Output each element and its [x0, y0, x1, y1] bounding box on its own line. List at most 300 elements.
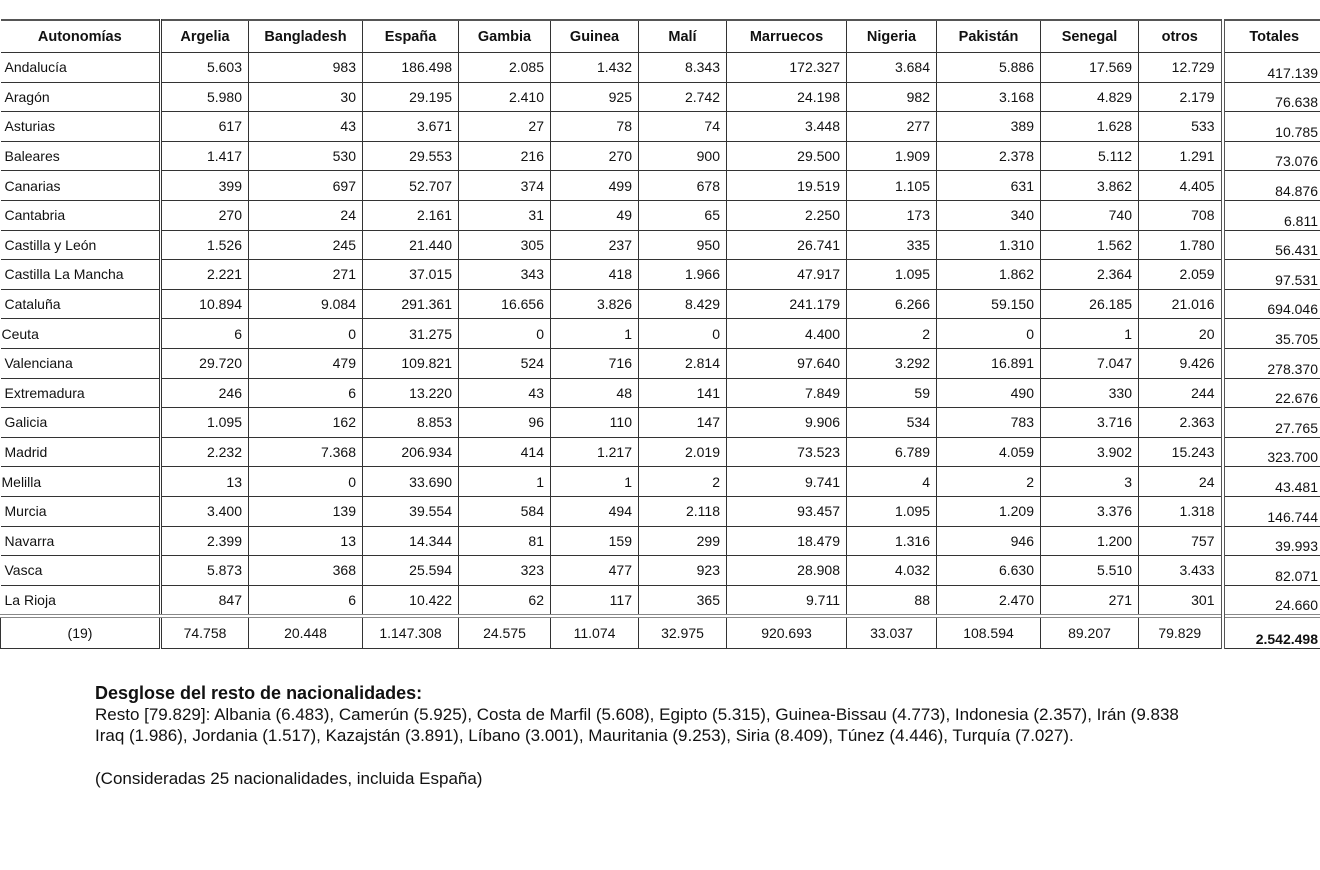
table-row — [1, 200, 1320, 230]
table-cell: 9.741 — [727, 467, 847, 497]
table-cell: 17.569 — [1041, 53, 1139, 83]
table-cell: 1.095 — [847, 496, 937, 526]
table-cell: 24.198 — [727, 82, 847, 112]
table-cell: 43 — [459, 378, 551, 408]
table-cell: 32.975 — [639, 616, 727, 649]
table-cell: 20 — [1139, 319, 1223, 349]
table-row — [1, 289, 1320, 319]
table-cell: 4.032 — [847, 556, 937, 586]
table-cell: 65 — [639, 200, 727, 230]
table-cell: 0 — [937, 319, 1041, 349]
table-cell: 299 — [639, 526, 727, 556]
table-cell: 7.849 — [727, 378, 847, 408]
table-cell: 30 — [249, 82, 363, 112]
table-cell: 365 — [639, 585, 727, 616]
table-cell: 59.150 — [937, 289, 1041, 319]
row-total-cell: 146.744 — [1223, 496, 1320, 526]
table-cell: 89.207 — [1041, 616, 1139, 649]
table-row — [1, 112, 1320, 142]
table-cell: 524 — [459, 348, 551, 378]
table-cell: 2.221 — [161, 260, 249, 290]
region-cell: Castilla y León — [1, 230, 161, 260]
table-cell: 3 — [1041, 467, 1139, 497]
table-cell: 631 — [937, 171, 1041, 201]
table-cell: 271 — [1041, 585, 1139, 616]
table-cell: 1.862 — [937, 260, 1041, 290]
table-cell: 2 — [639, 467, 727, 497]
table-cell: 18.479 — [727, 526, 847, 556]
table-cell: 399 — [161, 171, 249, 201]
table-cell: 13.220 — [363, 378, 459, 408]
table-cell: 946 — [937, 526, 1041, 556]
row-total-cell: 82.071 — [1223, 556, 1320, 586]
table-cell: 206.934 — [363, 437, 459, 467]
table-cell: 216 — [459, 141, 551, 171]
table-cell: 3.168 — [937, 82, 1041, 112]
table-cell: 277 — [847, 112, 937, 142]
table-cell: 74 — [639, 112, 727, 142]
table-cell: 6 — [249, 378, 363, 408]
table-cell: 37.015 — [363, 260, 459, 290]
table-cell: 147 — [639, 408, 727, 438]
table-cell: 2.118 — [639, 496, 727, 526]
row-total-cell: 97.531 — [1223, 260, 1320, 290]
table-cell: 983 — [249, 53, 363, 83]
table-cell: 24 — [249, 200, 363, 230]
table-cell: 7.047 — [1041, 348, 1139, 378]
table-cell: 139 — [249, 496, 363, 526]
column-header: Senegal — [1041, 20, 1139, 53]
column-header: Totales — [1223, 20, 1320, 53]
table-cell: 10.422 — [363, 585, 459, 616]
table-cell: 33.037 — [847, 616, 937, 649]
table-cell: 617 — [161, 112, 249, 142]
table-cell: 3.400 — [161, 496, 249, 526]
table-cell: 2.378 — [937, 141, 1041, 171]
table-cell: 6.630 — [937, 556, 1041, 586]
notes-footnote: (Consideradas 25 nacionalidades, incluida España) — [95, 769, 483, 788]
table-cell: 49 — [551, 200, 639, 230]
table-cell: 1 — [1041, 319, 1139, 349]
table-cell: 950 — [639, 230, 727, 260]
table-cell: 81 — [459, 526, 551, 556]
table-cell: 5.112 — [1041, 141, 1139, 171]
table-cell: 2.399 — [161, 526, 249, 556]
table-cell: 14.344 — [363, 526, 459, 556]
table-cell: 2 — [847, 319, 937, 349]
table-cell: 340 — [937, 200, 1041, 230]
column-header: Pakistán — [937, 20, 1041, 53]
table-cell: 584 — [459, 496, 551, 526]
table-cell: 73.523 — [727, 437, 847, 467]
table-cell: 6 — [249, 585, 363, 616]
table-cell: 3.448 — [727, 112, 847, 142]
table-cell: 305 — [459, 230, 551, 260]
table-cell: 1.105 — [847, 171, 937, 201]
table-cell: 48 — [551, 378, 639, 408]
row-total-cell: 76.638 — [1223, 82, 1320, 112]
table-cell: 2.161 — [363, 200, 459, 230]
table-cell: 16.891 — [937, 348, 1041, 378]
table-cell: 6.789 — [847, 437, 937, 467]
data-table — [0, 19, 1320, 649]
table-cell: 12.729 — [1139, 53, 1223, 83]
region-cell: Ceuta — [1, 319, 161, 349]
row-total-cell: 35.705 — [1223, 319, 1320, 349]
row-total-cell: 84.876 — [1223, 171, 1320, 201]
table-cell: 11.074 — [551, 616, 639, 649]
column-header: otros — [1139, 20, 1223, 53]
table-cell: 1.095 — [847, 260, 937, 290]
row-total-cell: 6.811 — [1223, 200, 1320, 230]
table-cell: 5.980 — [161, 82, 249, 112]
table-cell: 3.684 — [847, 53, 937, 83]
table-cell: 5.510 — [1041, 556, 1139, 586]
row-total-cell: 10.785 — [1223, 112, 1320, 142]
table-cell: 59 — [847, 378, 937, 408]
table-cell: 678 — [639, 171, 727, 201]
table-cell: 1.628 — [1041, 112, 1139, 142]
column-header: Nigeria — [847, 20, 937, 53]
table-cell: 29.720 — [161, 348, 249, 378]
table-cell: 368 — [249, 556, 363, 586]
table-cell: 1.217 — [551, 437, 639, 467]
table-cell: 93.457 — [727, 496, 847, 526]
table-cell: 2.059 — [1139, 260, 1223, 290]
table-cell: 33.690 — [363, 467, 459, 497]
table-cell: 7.368 — [249, 437, 363, 467]
table-cell: 78 — [551, 112, 639, 142]
table-cell: 10.894 — [161, 289, 249, 319]
row-total-cell: 22.676 — [1223, 378, 1320, 408]
table-row — [1, 82, 1320, 112]
table-cell: 21.016 — [1139, 289, 1223, 319]
column-header: Argelia — [161, 20, 249, 53]
table-row — [1, 260, 1320, 290]
region-cell: Galicia — [1, 408, 161, 438]
notes-line-2: Iraq (1.986), Jordania (1.517), Kazajstán (3.891), Líbano (3.001), Mauritania (9.253), Siria (8.409), Túnez (4.446), Turquía (7.027). — [95, 726, 1074, 745]
region-cell: Madrid — [1, 437, 161, 467]
table-row — [1, 171, 1320, 201]
notes-section — [95, 683, 1179, 789]
table-cell: 533 — [1139, 112, 1223, 142]
table-cell: 31 — [459, 200, 551, 230]
region-cell: Navarra — [1, 526, 161, 556]
region-cell: Vasca — [1, 556, 161, 586]
table-cell: 490 — [937, 378, 1041, 408]
table-cell: 271 — [249, 260, 363, 290]
header-row — [1, 20, 1320, 53]
table-cell: 9.084 — [249, 289, 363, 319]
table-cell: 0 — [249, 319, 363, 349]
table-cell: 26.741 — [727, 230, 847, 260]
table-cell: 9.711 — [727, 585, 847, 616]
table-cell: 117 — [551, 585, 639, 616]
table-cell: 2 — [937, 467, 1041, 497]
table-cell: 88 — [847, 585, 937, 616]
region-cell: Castilla La Mancha — [1, 260, 161, 290]
table-cell: 716 — [551, 348, 639, 378]
column-header: Autonomías — [1, 20, 161, 53]
table-cell: 4.829 — [1041, 82, 1139, 112]
table-cell: 270 — [161, 200, 249, 230]
table-cell: 335 — [847, 230, 937, 260]
table-cell: 534 — [847, 408, 937, 438]
table-cell: 1.316 — [847, 526, 937, 556]
table-cell: 74.758 — [161, 616, 249, 649]
table-cell: 1.147.308 — [363, 616, 459, 649]
table-cell: 418 — [551, 260, 639, 290]
table-cell: 1.209 — [937, 496, 1041, 526]
table-cell: 847 — [161, 585, 249, 616]
table-cell: 1.417 — [161, 141, 249, 171]
table-cell: 2.470 — [937, 585, 1041, 616]
region-cell: Cataluña — [1, 289, 161, 319]
table-row — [1, 437, 1320, 467]
table-cell: 374 — [459, 171, 551, 201]
region-cell: Murcia — [1, 496, 161, 526]
row-total-cell: 2.542.498 — [1223, 616, 1320, 649]
table-cell: 3.433 — [1139, 556, 1223, 586]
region-cell: Valenciana — [1, 348, 161, 378]
table-cell: 301 — [1139, 585, 1223, 616]
table-cell: 343 — [459, 260, 551, 290]
table-cell: 8.853 — [363, 408, 459, 438]
table-cell: 697 — [249, 171, 363, 201]
region-cell: Andalucía — [1, 53, 161, 83]
table-cell: 0 — [249, 467, 363, 497]
table-cell: 20.448 — [249, 616, 363, 649]
table-cell: 2.410 — [459, 82, 551, 112]
table-cell: 26.185 — [1041, 289, 1139, 319]
table-cell: 109.821 — [363, 348, 459, 378]
row-total-cell: 694.046 — [1223, 289, 1320, 319]
table-cell: 108.594 — [937, 616, 1041, 649]
table-cell: 172.327 — [727, 53, 847, 83]
region-cell: Extremadura — [1, 378, 161, 408]
table-cell: 3.671 — [363, 112, 459, 142]
table-cell: 3.826 — [551, 289, 639, 319]
table-cell: 923 — [639, 556, 727, 586]
table-cell: 3.902 — [1041, 437, 1139, 467]
row-total-cell: 43.481 — [1223, 467, 1320, 497]
table-cell: 925 — [551, 82, 639, 112]
table-cell: 96 — [459, 408, 551, 438]
table-cell: 241.179 — [727, 289, 847, 319]
column-header: Bangladesh — [249, 20, 363, 53]
table-cell: 79.829 — [1139, 616, 1223, 649]
table-cell: 1.909 — [847, 141, 937, 171]
table-cell: 25.594 — [363, 556, 459, 586]
row-total-cell: 27.765 — [1223, 408, 1320, 438]
region-cell: Aragón — [1, 82, 161, 112]
table-cell: 708 — [1139, 200, 1223, 230]
table-cell: 900 — [639, 141, 727, 171]
table-cell: 173 — [847, 200, 937, 230]
table-row — [1, 230, 1320, 260]
table-cell: 97.640 — [727, 348, 847, 378]
table-cell: 13 — [249, 526, 363, 556]
total-count-cell: (19) — [1, 616, 161, 649]
table-row — [1, 348, 1320, 378]
table-cell: 5.886 — [937, 53, 1041, 83]
table-cell: 21.440 — [363, 230, 459, 260]
region-cell: Baleares — [1, 141, 161, 171]
table-cell: 2.814 — [639, 348, 727, 378]
table-cell: 16.656 — [459, 289, 551, 319]
table-cell: 0 — [459, 319, 551, 349]
column-header: Marruecos — [727, 20, 847, 53]
row-total-cell: 24.660 — [1223, 585, 1320, 616]
table-cell: 9.426 — [1139, 348, 1223, 378]
region-cell: Cantabria — [1, 200, 161, 230]
table-cell: 8.343 — [639, 53, 727, 83]
table-cell: 740 — [1041, 200, 1139, 230]
table-cell: 2.250 — [727, 200, 847, 230]
notes-heading: Desglose del resto de nacionalidades: — [95, 683, 423, 703]
table-cell: 159 — [551, 526, 639, 556]
column-header: España — [363, 20, 459, 53]
table-cell: 270 — [551, 141, 639, 171]
table-cell: 5.603 — [161, 53, 249, 83]
table-cell: 237 — [551, 230, 639, 260]
table-cell: 47.917 — [727, 260, 847, 290]
table-cell: 1.291 — [1139, 141, 1223, 171]
region-cell: La Rioja — [1, 585, 161, 616]
table-cell: 1.780 — [1139, 230, 1223, 260]
table-cell: 2.085 — [459, 53, 551, 83]
row-total-cell: 278.370 — [1223, 348, 1320, 378]
table-cell: 783 — [937, 408, 1041, 438]
table-cell: 291.361 — [363, 289, 459, 319]
table-cell: 1.432 — [551, 53, 639, 83]
table-cell: 1.526 — [161, 230, 249, 260]
table-cell: 1.200 — [1041, 526, 1139, 556]
table-cell: 2.363 — [1139, 408, 1223, 438]
table-cell: 8.429 — [639, 289, 727, 319]
table-cell: 3.376 — [1041, 496, 1139, 526]
table-row — [1, 378, 1320, 408]
row-total-cell: 39.993 — [1223, 526, 1320, 556]
table-cell: 3.716 — [1041, 408, 1139, 438]
table-cell: 1 — [551, 467, 639, 497]
table-cell: 1.095 — [161, 408, 249, 438]
table-row — [1, 53, 1320, 83]
table-cell: 162 — [249, 408, 363, 438]
table-cell: 1 — [459, 467, 551, 497]
table-cell: 15.243 — [1139, 437, 1223, 467]
table-cell: 245 — [249, 230, 363, 260]
table-cell: 110 — [551, 408, 639, 438]
table-cell: 39.554 — [363, 496, 459, 526]
table-row — [1, 556, 1320, 586]
table-cell: 31.275 — [363, 319, 459, 349]
table-cell: 28.908 — [727, 556, 847, 586]
table-cell: 2.179 — [1139, 82, 1223, 112]
table-cell: 477 — [551, 556, 639, 586]
table-cell: 43 — [249, 112, 363, 142]
table-cell: 9.906 — [727, 408, 847, 438]
table-cell: 4.059 — [937, 437, 1041, 467]
table-row — [1, 408, 1320, 438]
table-cell: 389 — [937, 112, 1041, 142]
row-total-cell: 73.076 — [1223, 141, 1320, 171]
table-cell: 24.575 — [459, 616, 551, 649]
table-cell: 5.873 — [161, 556, 249, 586]
table-cell: 246 — [161, 378, 249, 408]
row-total-cell: 323.700 — [1223, 437, 1320, 467]
table-row — [1, 467, 1320, 497]
table-cell: 479 — [249, 348, 363, 378]
table-cell: 982 — [847, 82, 937, 112]
table-cell: 6 — [161, 319, 249, 349]
table-cell: 2.364 — [1041, 260, 1139, 290]
row-total-cell: 417.139 — [1223, 53, 1320, 83]
table-cell: 244 — [1139, 378, 1223, 408]
table-row — [1, 526, 1320, 556]
table-cell: 1.310 — [937, 230, 1041, 260]
table-cell: 3.862 — [1041, 171, 1139, 201]
table-cell: 29.195 — [363, 82, 459, 112]
table-cell: 323 — [459, 556, 551, 586]
table-cell: 499 — [551, 171, 639, 201]
table-cell: 414 — [459, 437, 551, 467]
table-cell: 29.500 — [727, 141, 847, 171]
table-cell: 4 — [847, 467, 937, 497]
table-cell: 1.318 — [1139, 496, 1223, 526]
table-cell: 141 — [639, 378, 727, 408]
table-cell: 2.232 — [161, 437, 249, 467]
table-row — [1, 141, 1320, 171]
column-header: Malí — [639, 20, 727, 53]
table-cell: 52.707 — [363, 171, 459, 201]
table-row — [1, 496, 1320, 526]
table-cell: 186.498 — [363, 53, 459, 83]
table-cell: 920.693 — [727, 616, 847, 649]
region-cell: Asturias — [1, 112, 161, 142]
table-cell: 1.966 — [639, 260, 727, 290]
total-row — [1, 616, 1320, 649]
table-cell: 13 — [161, 467, 249, 497]
region-cell: Melilla — [1, 467, 161, 497]
table-cell: 757 — [1139, 526, 1223, 556]
table-cell: 530 — [249, 141, 363, 171]
table-cell: 494 — [551, 496, 639, 526]
table-cell: 62 — [459, 585, 551, 616]
notes-line-1: Resto [79.829]: Albania (6.483), Camerún (5.925), Costa de Marfil (5.608), Egipto (5.315), Guinea-Bissau (4.773), Indonesia (2.357), Irán (9.838 — [95, 705, 1179, 724]
table-row — [1, 585, 1320, 616]
table-cell: 2.742 — [639, 82, 727, 112]
region-cell: Canarias — [1, 171, 161, 201]
table-cell: 29.553 — [363, 141, 459, 171]
table-cell: 4.400 — [727, 319, 847, 349]
table-cell: 24 — [1139, 467, 1223, 497]
column-header: Gambia — [459, 20, 551, 53]
table-cell: 2.019 — [639, 437, 727, 467]
table-cell: 6.266 — [847, 289, 937, 319]
table-cell: 4.405 — [1139, 171, 1223, 201]
table-cell: 330 — [1041, 378, 1139, 408]
column-header: Guinea — [551, 20, 639, 53]
table-cell: 19.519 — [727, 171, 847, 201]
table-cell: 27 — [459, 112, 551, 142]
row-total-cell: 56.431 — [1223, 230, 1320, 260]
table-cell: 0 — [639, 319, 727, 349]
table-cell: 1.562 — [1041, 230, 1139, 260]
table-cell: 1 — [551, 319, 639, 349]
table-row — [1, 319, 1320, 349]
table-cell: 3.292 — [847, 348, 937, 378]
